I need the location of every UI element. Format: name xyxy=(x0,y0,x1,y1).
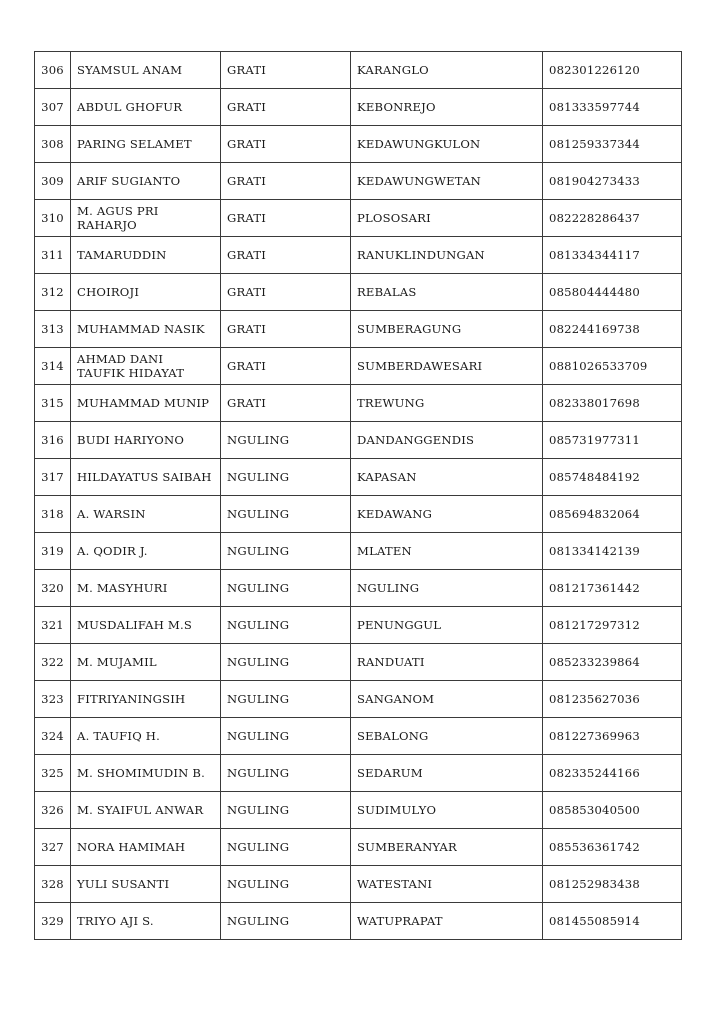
kecamatan-cell: GRATI xyxy=(221,52,351,89)
name-cell: BUDI HARIYONO xyxy=(71,422,221,459)
kecamatan-cell: GRATI xyxy=(221,200,351,237)
phone-cell: 0881026533709 xyxy=(543,348,682,385)
desa-cell: SUDIMULYO xyxy=(351,792,543,829)
kecamatan-cell: GRATI xyxy=(221,126,351,163)
name-cell: AHMAD DANI TAUFIK HIDAYAT xyxy=(71,348,221,385)
desa-cell: KARANGLO xyxy=(351,52,543,89)
row-number-cell: 326 xyxy=(35,792,71,829)
table-row xyxy=(35,570,682,607)
phone-cell: 081259337344 xyxy=(543,126,682,163)
row-number-cell: 317 xyxy=(35,459,71,496)
desa-cell: SUMBERANYAR xyxy=(351,829,543,866)
name-cell: M. MUJAMIL xyxy=(71,644,221,681)
roster-table-body xyxy=(35,52,682,940)
desa-cell: KEBONREJO xyxy=(351,89,543,126)
kecamatan-cell: NGULING xyxy=(221,570,351,607)
phone-cell: 082228286437 xyxy=(543,200,682,237)
desa-cell: DANDANGGENDIS xyxy=(351,422,543,459)
kecamatan-cell: NGULING xyxy=(221,866,351,903)
table-row xyxy=(35,311,682,348)
table-row xyxy=(35,903,682,940)
name-cell: ARIF SUGIANTO xyxy=(71,163,221,200)
kecamatan-cell: NGULING xyxy=(221,459,351,496)
desa-cell: SANGANOM xyxy=(351,681,543,718)
table-row xyxy=(35,496,682,533)
row-number-cell: 306 xyxy=(35,52,71,89)
table-row xyxy=(35,459,682,496)
phone-cell: 085536361742 xyxy=(543,829,682,866)
phone-cell: 081235627036 xyxy=(543,681,682,718)
phone-cell: 085748484192 xyxy=(543,459,682,496)
phone-cell: 085853040500 xyxy=(543,792,682,829)
kecamatan-cell: GRATI xyxy=(221,163,351,200)
table-row xyxy=(35,866,682,903)
name-cell: M. SHOMIMUDIN B. xyxy=(71,755,221,792)
row-number-cell: 318 xyxy=(35,496,71,533)
kecamatan-cell: GRATI xyxy=(221,89,351,126)
desa-cell: WATESTANI xyxy=(351,866,543,903)
table-row xyxy=(35,792,682,829)
name-cell: MUHAMMAD NASIK xyxy=(71,311,221,348)
desa-cell: KEDAWUNGWETAN xyxy=(351,163,543,200)
table-row xyxy=(35,385,682,422)
phone-cell: 082301226120 xyxy=(543,52,682,89)
desa-cell: KAPASAN xyxy=(351,459,543,496)
desa-cell: SEDARUM xyxy=(351,755,543,792)
table-row xyxy=(35,718,682,755)
phone-cell: 081217361442 xyxy=(543,570,682,607)
row-number-cell: 323 xyxy=(35,681,71,718)
table-row xyxy=(35,533,682,570)
desa-cell: PENUNGGUL xyxy=(351,607,543,644)
name-cell: M. MASYHURI xyxy=(71,570,221,607)
name-cell: YULI SUSANTI xyxy=(71,866,221,903)
kecamatan-cell: GRATI xyxy=(221,385,351,422)
desa-cell: NGULING xyxy=(351,570,543,607)
kecamatan-cell: NGULING xyxy=(221,533,351,570)
table-row xyxy=(35,200,682,237)
table-row xyxy=(35,163,682,200)
name-cell: FITRIYANINGSIH xyxy=(71,681,221,718)
kecamatan-cell: NGULING xyxy=(221,422,351,459)
kecamatan-cell: NGULING xyxy=(221,792,351,829)
row-number-cell: 327 xyxy=(35,829,71,866)
name-cell: A. TAUFIQ H. xyxy=(71,718,221,755)
kecamatan-cell: NGULING xyxy=(221,755,351,792)
desa-cell: RANDUATI xyxy=(351,644,543,681)
table-row xyxy=(35,681,682,718)
row-number-cell: 322 xyxy=(35,644,71,681)
row-number-cell: 316 xyxy=(35,422,71,459)
phone-cell: 085804444480 xyxy=(543,274,682,311)
phone-cell: 082338017698 xyxy=(543,385,682,422)
kecamatan-cell: NGULING xyxy=(221,644,351,681)
roster-table xyxy=(34,51,682,940)
phone-cell: 081904273433 xyxy=(543,163,682,200)
row-number-cell: 309 xyxy=(35,163,71,200)
name-cell: A. WARSIN xyxy=(71,496,221,533)
phone-cell: 085694832064 xyxy=(543,496,682,533)
kecamatan-cell: NGULING xyxy=(221,681,351,718)
name-cell: HILDAYATUS SAIBAH xyxy=(71,459,221,496)
table-row xyxy=(35,89,682,126)
row-number-cell: 328 xyxy=(35,866,71,903)
row-number-cell: 312 xyxy=(35,274,71,311)
kecamatan-cell: GRATI xyxy=(221,237,351,274)
row-number-cell: 307 xyxy=(35,89,71,126)
table-row xyxy=(35,422,682,459)
row-number-cell: 313 xyxy=(35,311,71,348)
table-row xyxy=(35,829,682,866)
name-cell: TAMARUDDIN xyxy=(71,237,221,274)
kecamatan-cell: NGULING xyxy=(221,607,351,644)
desa-cell: REBALAS xyxy=(351,274,543,311)
table-row xyxy=(35,755,682,792)
name-cell: SYAMSUL ANAM xyxy=(71,52,221,89)
kecamatan-cell: NGULING xyxy=(221,718,351,755)
phone-cell: 081334142139 xyxy=(543,533,682,570)
kecamatan-cell: GRATI xyxy=(221,348,351,385)
table-row xyxy=(35,126,682,163)
name-cell: CHOIROJI xyxy=(71,274,221,311)
desa-cell: RANUKLINDUNGAN xyxy=(351,237,543,274)
table-row xyxy=(35,52,682,89)
desa-cell: TREWUNG xyxy=(351,385,543,422)
desa-cell: KEDAWUNGKULON xyxy=(351,126,543,163)
name-cell: TRIYO AJI S. xyxy=(71,903,221,940)
name-cell: MUSDALIFAH M.S xyxy=(71,607,221,644)
phone-cell: 081217297312 xyxy=(543,607,682,644)
name-cell: M. SYAIFUL ANWAR xyxy=(71,792,221,829)
row-number-cell: 324 xyxy=(35,718,71,755)
phone-cell: 082244169738 xyxy=(543,311,682,348)
phone-cell: 082335244166 xyxy=(543,755,682,792)
kecamatan-cell: NGULING xyxy=(221,496,351,533)
phone-cell: 081334344117 xyxy=(543,237,682,274)
table-row xyxy=(35,348,682,385)
table-row xyxy=(35,274,682,311)
desa-cell: SUMBERDAWESARI xyxy=(351,348,543,385)
phone-cell: 085731977311 xyxy=(543,422,682,459)
row-number-cell: 308 xyxy=(35,126,71,163)
kecamatan-cell: NGULING xyxy=(221,829,351,866)
desa-cell: SUMBERAGUNG xyxy=(351,311,543,348)
kecamatan-cell: GRATI xyxy=(221,311,351,348)
row-number-cell: 311 xyxy=(35,237,71,274)
kecamatan-cell: GRATI xyxy=(221,274,351,311)
desa-cell: PLOSOSARI xyxy=(351,200,543,237)
phone-cell: 085233239864 xyxy=(543,644,682,681)
table-row xyxy=(35,237,682,274)
desa-cell: KEDAWANG xyxy=(351,496,543,533)
desa-cell: SEBALONG xyxy=(351,718,543,755)
row-number-cell: 325 xyxy=(35,755,71,792)
phone-cell: 081252983438 xyxy=(543,866,682,903)
row-number-cell: 315 xyxy=(35,385,71,422)
desa-cell: MLATEN xyxy=(351,533,543,570)
name-cell: M. AGUS PRI RAHARJO xyxy=(71,200,221,237)
row-number-cell: 310 xyxy=(35,200,71,237)
table-row xyxy=(35,607,682,644)
kecamatan-cell: NGULING xyxy=(221,903,351,940)
row-number-cell: 321 xyxy=(35,607,71,644)
name-cell: MUHAMMAD MUNIP xyxy=(71,385,221,422)
row-number-cell: 319 xyxy=(35,533,71,570)
desa-cell: WATUPRAPAT xyxy=(351,903,543,940)
name-cell: ABDUL GHOFUR xyxy=(71,89,221,126)
phone-cell: 081455085914 xyxy=(543,903,682,940)
row-number-cell: 314 xyxy=(35,348,71,385)
name-cell: PARING SELAMET xyxy=(71,126,221,163)
row-number-cell: 329 xyxy=(35,903,71,940)
name-cell: A. QODIR J. xyxy=(71,533,221,570)
name-cell: NORA HAMIMAH xyxy=(71,829,221,866)
phone-cell: 081333597744 xyxy=(543,89,682,126)
table-row xyxy=(35,644,682,681)
phone-cell: 081227369963 xyxy=(543,718,682,755)
row-number-cell: 320 xyxy=(35,570,71,607)
